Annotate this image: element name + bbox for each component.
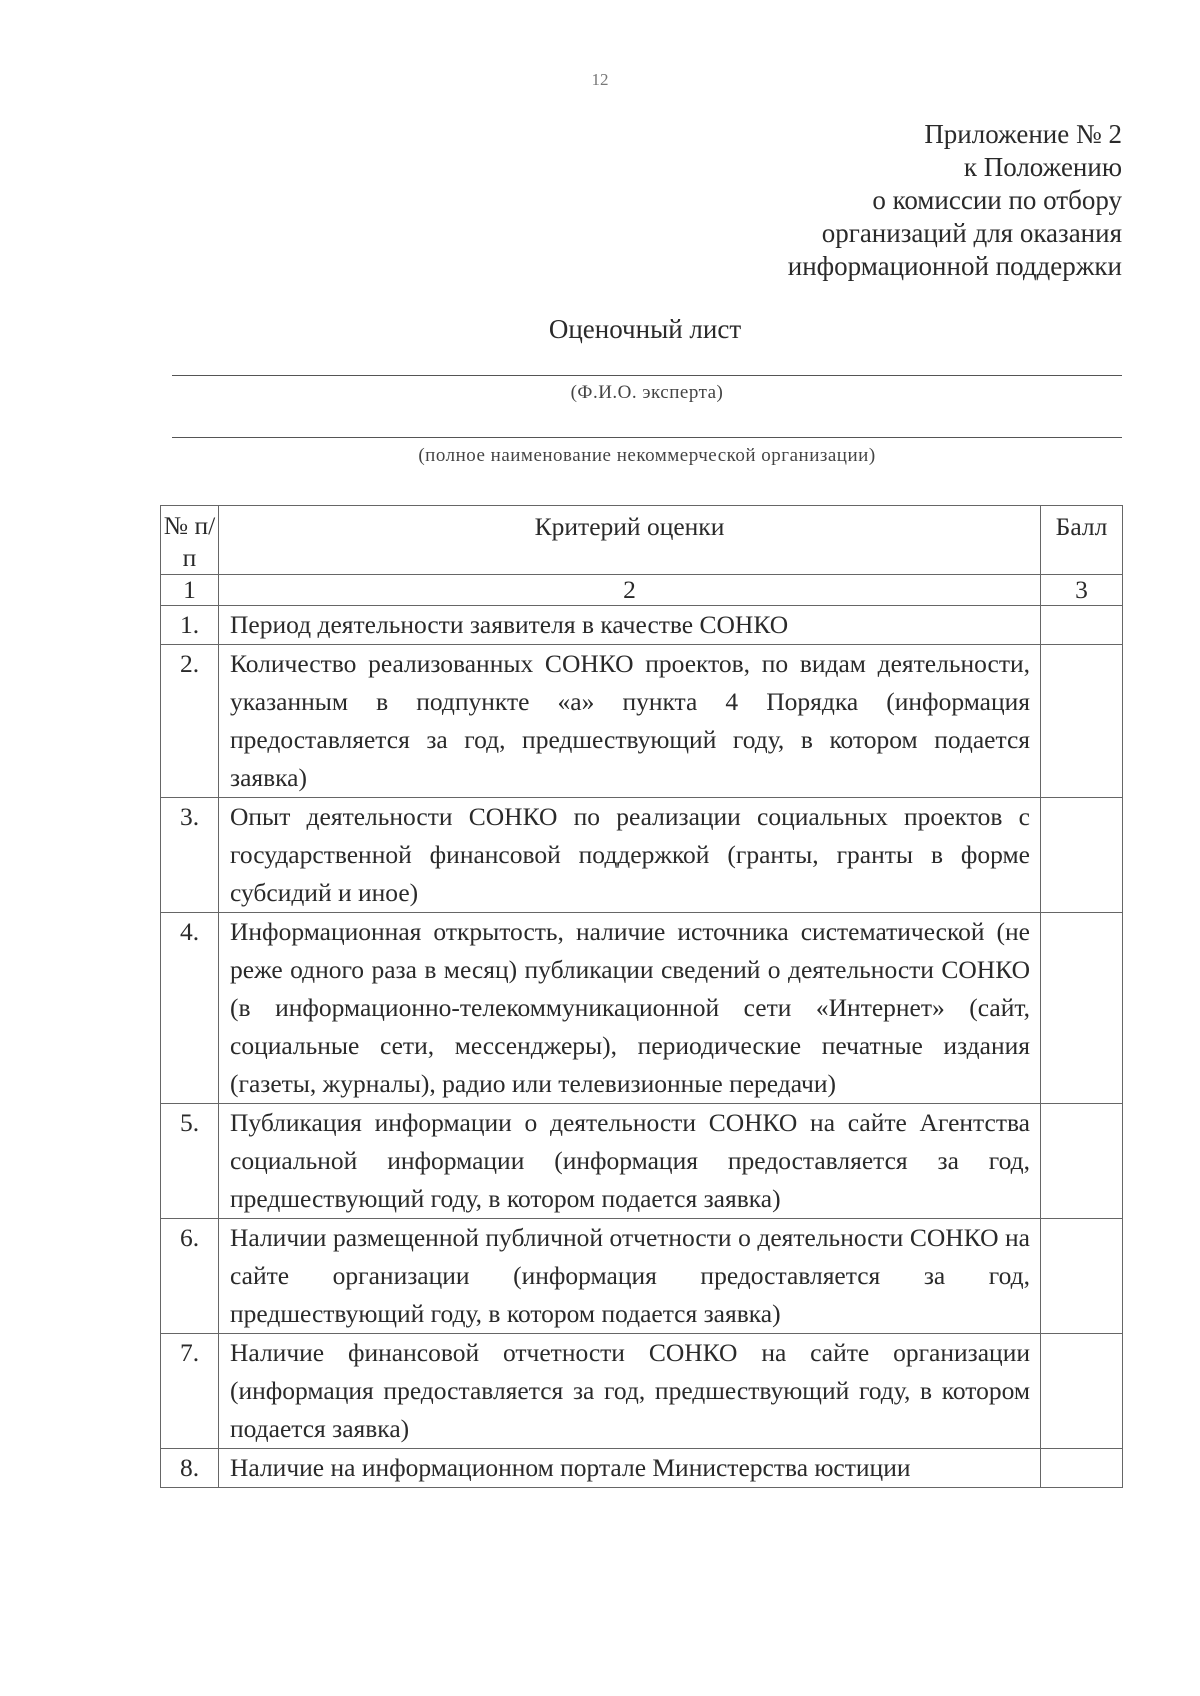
row-number: 2. [161,645,219,798]
row-score[interactable] [1041,1449,1123,1488]
organization-name-line [172,437,1122,438]
column-index: 2 [219,575,1041,606]
appendix-line: к Положению [963,152,1122,182]
evaluation-table [160,505,1123,1488]
row-score[interactable] [1041,1104,1123,1219]
row-criterion: Период деятельности заявителя в качестве СОНКО [219,606,1041,645]
table-row [161,645,1123,798]
page-number: 12 [591,70,609,89]
table-row [161,1449,1123,1488]
table-row [161,1219,1123,1334]
column-index: 1 [161,575,219,606]
table-row [161,913,1123,1104]
row-criterion: Публикация информации о деятельности СОНКО на сайте Агентства социальной информации (информация предоставляется за год, предшествующий году, в котором подается заявка) [219,1104,1041,1219]
column-index-row [161,575,1123,606]
table-row [161,798,1123,913]
row-number: 8. [161,1449,219,1488]
table-row [161,606,1123,645]
row-score[interactable] [1041,1219,1123,1334]
row-criterion: Наличии размещенной публичной отчетности о деятельности СОНКО на сайте организации (информация предоставляется за год, предшествующий году, в котором подается заявка) [219,1219,1041,1334]
row-number: 3. [161,798,219,913]
row-number: 7. [161,1334,219,1449]
appendix-line: о комиссии по отбору [872,185,1122,215]
table-row [161,1334,1123,1449]
row-number: 4. [161,913,219,1104]
row-number: 1. [161,606,219,645]
row-number: 6. [161,1219,219,1334]
expert-name-caption: (Ф.И.О. эксперта) [570,382,724,403]
table-row [161,1104,1123,1219]
row-criterion: Опыт деятельности СОНКО по реализации социальных проектов с государственной финансовой поддержкой (гранты, гранты в форме субсидий и иное) [219,798,1041,913]
column-index: 3 [1041,575,1123,606]
header-criterion: Критерий оценки [219,506,1041,575]
row-criterion: Наличие на информационном портале Министерства юстиции [219,1449,1041,1488]
expert-name-line [172,375,1122,376]
table-header-row [161,506,1123,575]
appendix-line: организаций для оказания [821,218,1122,248]
row-score[interactable] [1041,645,1123,798]
row-score[interactable] [1041,606,1123,645]
document-title: Оценочный лист [548,314,742,344]
appendix-line: информационной поддержки [787,251,1122,281]
row-score[interactable] [1041,913,1123,1104]
header-score: Балл [1041,506,1123,575]
row-criterion: Количество реализованных СОНКО проектов, по видам деятельности, указанным в подпункте «а» пункта 4 Порядка (информация предоставляется за год, предшествующий году, в котором подается заявка) [219,645,1041,798]
header-num: № п/п [161,506,219,575]
row-number: 5. [161,1104,219,1219]
row-criterion: Информационная открытость, наличие источника систематической (не реже одного раза в месяц) публикации сведений о деятельности СОНКО (в информационно-телекоммуникационной сети «Интернет» (сайт, социальные сети, мессенджеры), периодические печатные издания (газеты, журналы), радио или телевизионные передачи) [219,913,1041,1104]
row-score[interactable] [1041,798,1123,913]
appendix-line: Приложение № 2 [924,119,1122,149]
appendix-header [522,118,1122,283]
row-score[interactable] [1041,1334,1123,1449]
row-criterion: Наличие финансовой отчетности СОНКО на сайте организации (информация предоставляется за год, предшествующий году, в котором подается заявка) [219,1334,1041,1449]
organization-name-caption: (полное наименование некоммерческой организации) [418,445,876,466]
